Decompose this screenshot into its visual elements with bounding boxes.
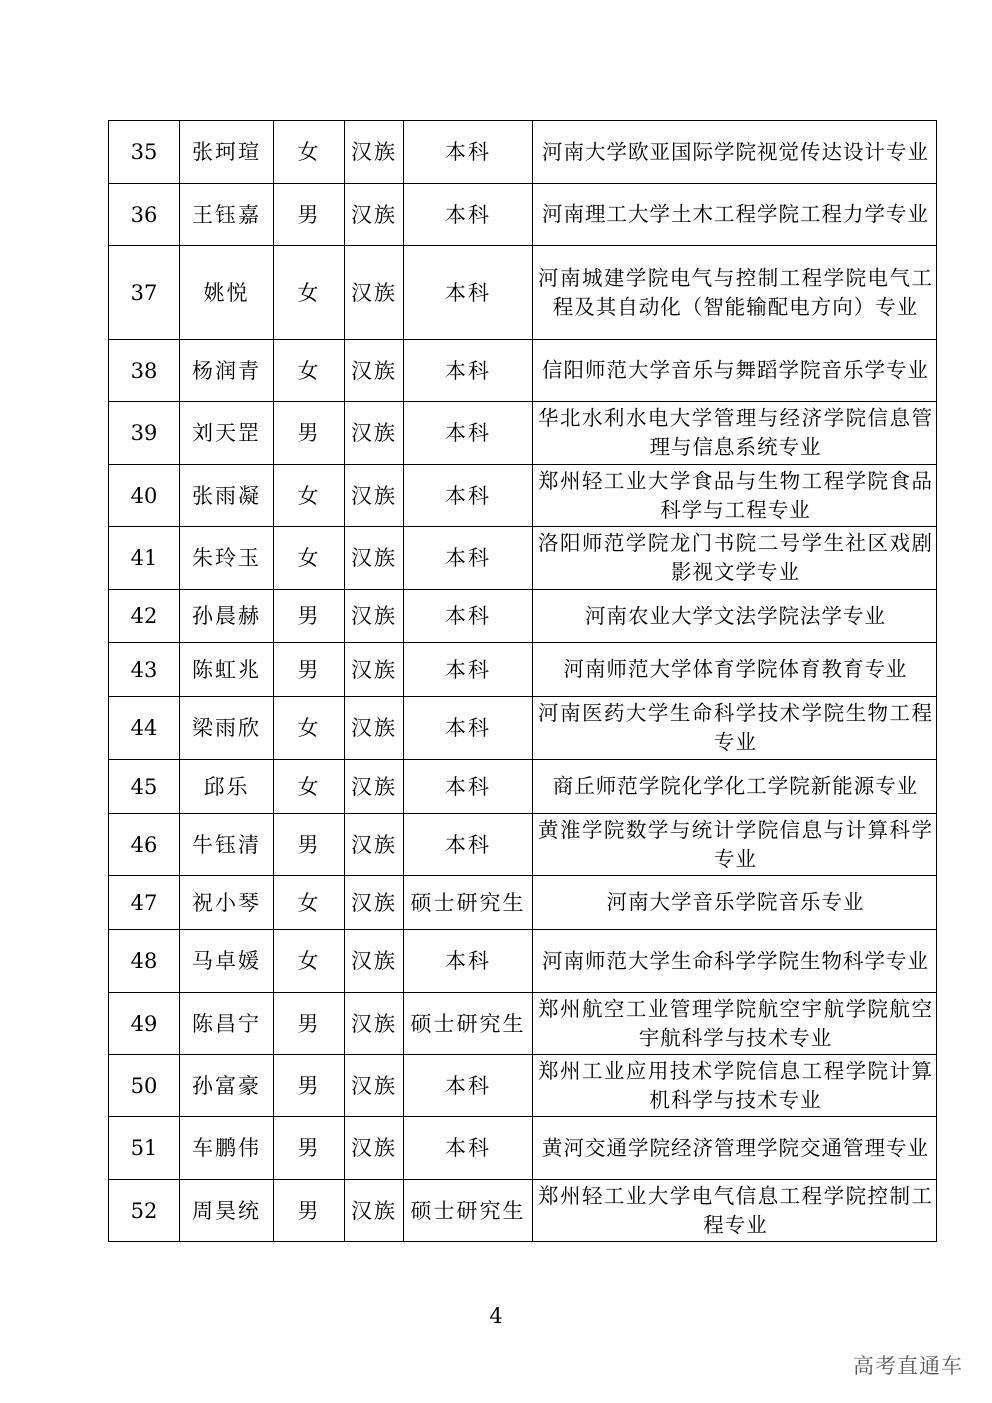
table-row <box>109 402 937 465</box>
gender-cell: 女 <box>274 527 345 590</box>
ethnicity-cell: 汉族 <box>345 1055 404 1117</box>
table-row <box>109 1180 937 1242</box>
person-name-cell: 陈虹兆 <box>180 643 274 697</box>
gender-cell: 男 <box>274 184 345 246</box>
education-level-cell: 本科 <box>404 465 533 527</box>
row-number-cell: 42 <box>109 590 180 643</box>
school-major-cell: 河南师范大学体育学院体育教育专业 <box>533 643 937 697</box>
school-major-cell: 郑州工业应用技术学院信息工程学院计算机科学与技术专业 <box>533 1055 937 1117</box>
gender-cell: 女 <box>274 697 345 760</box>
gender-cell: 男 <box>274 643 345 697</box>
row-number-cell: 52 <box>109 1180 180 1242</box>
person-name-cell: 陈昌宁 <box>180 993 274 1055</box>
education-level-cell: 本科 <box>404 697 533 760</box>
education-level-cell: 本科 <box>404 402 533 465</box>
school-major-cell: 黄河交通学院经济管理学院交通管理专业 <box>533 1117 937 1180</box>
ethnicity-cell: 汉族 <box>345 697 404 760</box>
person-name-cell: 周昊统 <box>180 1180 274 1242</box>
table-row <box>109 465 937 527</box>
school-major-cell: 河南城建学院电气与控制工程学院电气工程及其自动化（智能输配电方向）专业 <box>533 246 937 340</box>
person-name-cell: 祝小琴 <box>180 876 274 930</box>
school-major-cell: 河南医药大学生命科学技术学院生物工程专业 <box>533 697 937 760</box>
row-number-cell: 37 <box>109 246 180 340</box>
row-number-cell: 36 <box>109 184 180 246</box>
education-level-cell: 硕士研究生 <box>404 876 533 930</box>
table-row <box>109 993 937 1055</box>
row-number-cell: 48 <box>109 930 180 993</box>
gender-cell: 男 <box>274 1117 345 1180</box>
roster-table <box>108 120 937 1242</box>
person-name-cell: 张雨凝 <box>180 465 274 527</box>
ethnicity-cell: 汉族 <box>345 760 404 814</box>
education-level-cell: 本科 <box>404 760 533 814</box>
ethnicity-cell: 汉族 <box>345 993 404 1055</box>
ethnicity-cell: 汉族 <box>345 1117 404 1180</box>
school-major-cell: 郑州航空工业管理学院航空宇航学院航空宇航科学与技术专业 <box>533 993 937 1055</box>
table-row <box>109 121 937 184</box>
row-number-cell: 35 <box>109 121 180 184</box>
gender-cell: 女 <box>274 876 345 930</box>
education-level-cell: 本科 <box>404 527 533 590</box>
ethnicity-cell: 汉族 <box>345 527 404 590</box>
school-major-cell: 郑州轻工业大学食品与生物工程学院食品科学与工程专业 <box>533 465 937 527</box>
person-name-cell: 邱乐 <box>180 760 274 814</box>
table-row <box>109 527 937 590</box>
person-name-cell: 张珂瑄 <box>180 121 274 184</box>
gender-cell: 男 <box>274 402 345 465</box>
school-major-cell: 河南农业大学文法学院法学专业 <box>533 590 937 643</box>
person-name-cell: 杨润青 <box>180 340 274 402</box>
ethnicity-cell: 汉族 <box>345 643 404 697</box>
row-number-cell: 49 <box>109 993 180 1055</box>
table-row <box>109 930 937 993</box>
person-name-cell: 朱玲玉 <box>180 527 274 590</box>
person-name-cell: 车鹏伟 <box>180 1117 274 1180</box>
gender-cell: 男 <box>274 590 345 643</box>
row-number-cell: 38 <box>109 340 180 402</box>
education-level-cell: 本科 <box>404 121 533 184</box>
row-number-cell: 43 <box>109 643 180 697</box>
person-name-cell: 姚悦 <box>180 246 274 340</box>
row-number-cell: 41 <box>109 527 180 590</box>
ethnicity-cell: 汉族 <box>345 340 404 402</box>
school-major-cell: 河南大学音乐学院音乐专业 <box>533 876 937 930</box>
person-name-cell: 刘天罡 <box>180 402 274 465</box>
row-number-cell: 47 <box>109 876 180 930</box>
gender-cell: 女 <box>274 121 345 184</box>
table-row <box>109 814 937 876</box>
gender-cell: 女 <box>274 246 345 340</box>
gender-cell: 男 <box>274 1055 345 1117</box>
gender-cell: 男 <box>274 993 345 1055</box>
table-row <box>109 246 937 340</box>
education-level-cell: 硕士研究生 <box>404 1180 533 1242</box>
school-major-cell: 河南理工大学土木工程学院工程力学专业 <box>533 184 937 246</box>
education-level-cell: 本科 <box>404 340 533 402</box>
education-level-cell: 本科 <box>404 643 533 697</box>
gender-cell: 女 <box>274 760 345 814</box>
table-row <box>109 184 937 246</box>
ethnicity-cell: 汉族 <box>345 590 404 643</box>
row-number-cell: 45 <box>109 760 180 814</box>
person-name-cell: 马卓媛 <box>180 930 274 993</box>
education-level-cell: 硕士研究生 <box>404 993 533 1055</box>
table-row <box>109 643 937 697</box>
table-row <box>109 340 937 402</box>
person-name-cell: 王钰嘉 <box>180 184 274 246</box>
ethnicity-cell: 汉族 <box>345 121 404 184</box>
page-number: 4 <box>489 1304 503 1328</box>
ethnicity-cell: 汉族 <box>345 402 404 465</box>
school-major-cell: 黄淮学院数学与统计学院信息与计算科学专业 <box>533 814 937 876</box>
table-row <box>109 1117 937 1180</box>
row-number-cell: 51 <box>109 1117 180 1180</box>
table-row <box>109 1055 937 1117</box>
ethnicity-cell: 汉族 <box>345 930 404 993</box>
row-number-cell: 46 <box>109 814 180 876</box>
education-level-cell: 本科 <box>404 1055 533 1117</box>
education-level-cell: 本科 <box>404 184 533 246</box>
gender-cell: 女 <box>274 465 345 527</box>
education-level-cell: 本科 <box>404 1117 533 1180</box>
person-name-cell: 孙晨赫 <box>180 590 274 643</box>
school-major-cell: 华北水利水电大学管理与经济学院信息管理与信息系统专业 <box>533 402 937 465</box>
table-row <box>109 697 937 760</box>
ethnicity-cell: 汉族 <box>345 814 404 876</box>
ethnicity-cell: 汉族 <box>345 184 404 246</box>
row-number-cell: 40 <box>109 465 180 527</box>
school-major-cell: 郑州轻工业大学电气信息工程学院控制工程专业 <box>533 1180 937 1242</box>
education-level-cell: 本科 <box>404 246 533 340</box>
ethnicity-cell: 汉族 <box>345 876 404 930</box>
table-row <box>109 876 937 930</box>
person-name-cell: 梁雨欣 <box>180 697 274 760</box>
school-major-cell: 商丘师范学院化学化工学院新能源专业 <box>533 760 937 814</box>
school-major-cell: 河南大学欧亚国际学院视觉传达设计专业 <box>533 121 937 184</box>
ethnicity-cell: 汉族 <box>345 465 404 527</box>
ethnicity-cell: 汉族 <box>345 246 404 340</box>
education-level-cell: 本科 <box>404 590 533 643</box>
school-major-cell: 信阳师范大学音乐与舞蹈学院音乐学专业 <box>533 340 937 402</box>
person-name-cell: 牛钰清 <box>180 814 274 876</box>
ethnicity-cell: 汉族 <box>345 1180 404 1242</box>
watermark: 高考直通车 <box>853 1354 963 1378</box>
row-number-cell: 39 <box>109 402 180 465</box>
gender-cell: 女 <box>274 340 345 402</box>
education-level-cell: 本科 <box>404 814 533 876</box>
table-row <box>109 760 937 814</box>
education-level-cell: 本科 <box>404 930 533 993</box>
gender-cell: 男 <box>274 814 345 876</box>
gender-cell: 女 <box>274 930 345 993</box>
school-major-cell: 河南师范大学生命科学学院生物科学专业 <box>533 930 937 993</box>
school-major-cell: 洛阳师范学院龙门书院二号学生社区戏剧影视文学专业 <box>533 527 937 590</box>
row-number-cell: 50 <box>109 1055 180 1117</box>
gender-cell: 男 <box>274 1180 345 1242</box>
row-number-cell: 44 <box>109 697 180 760</box>
table-row <box>109 590 937 643</box>
person-name-cell: 孙富豪 <box>180 1055 274 1117</box>
